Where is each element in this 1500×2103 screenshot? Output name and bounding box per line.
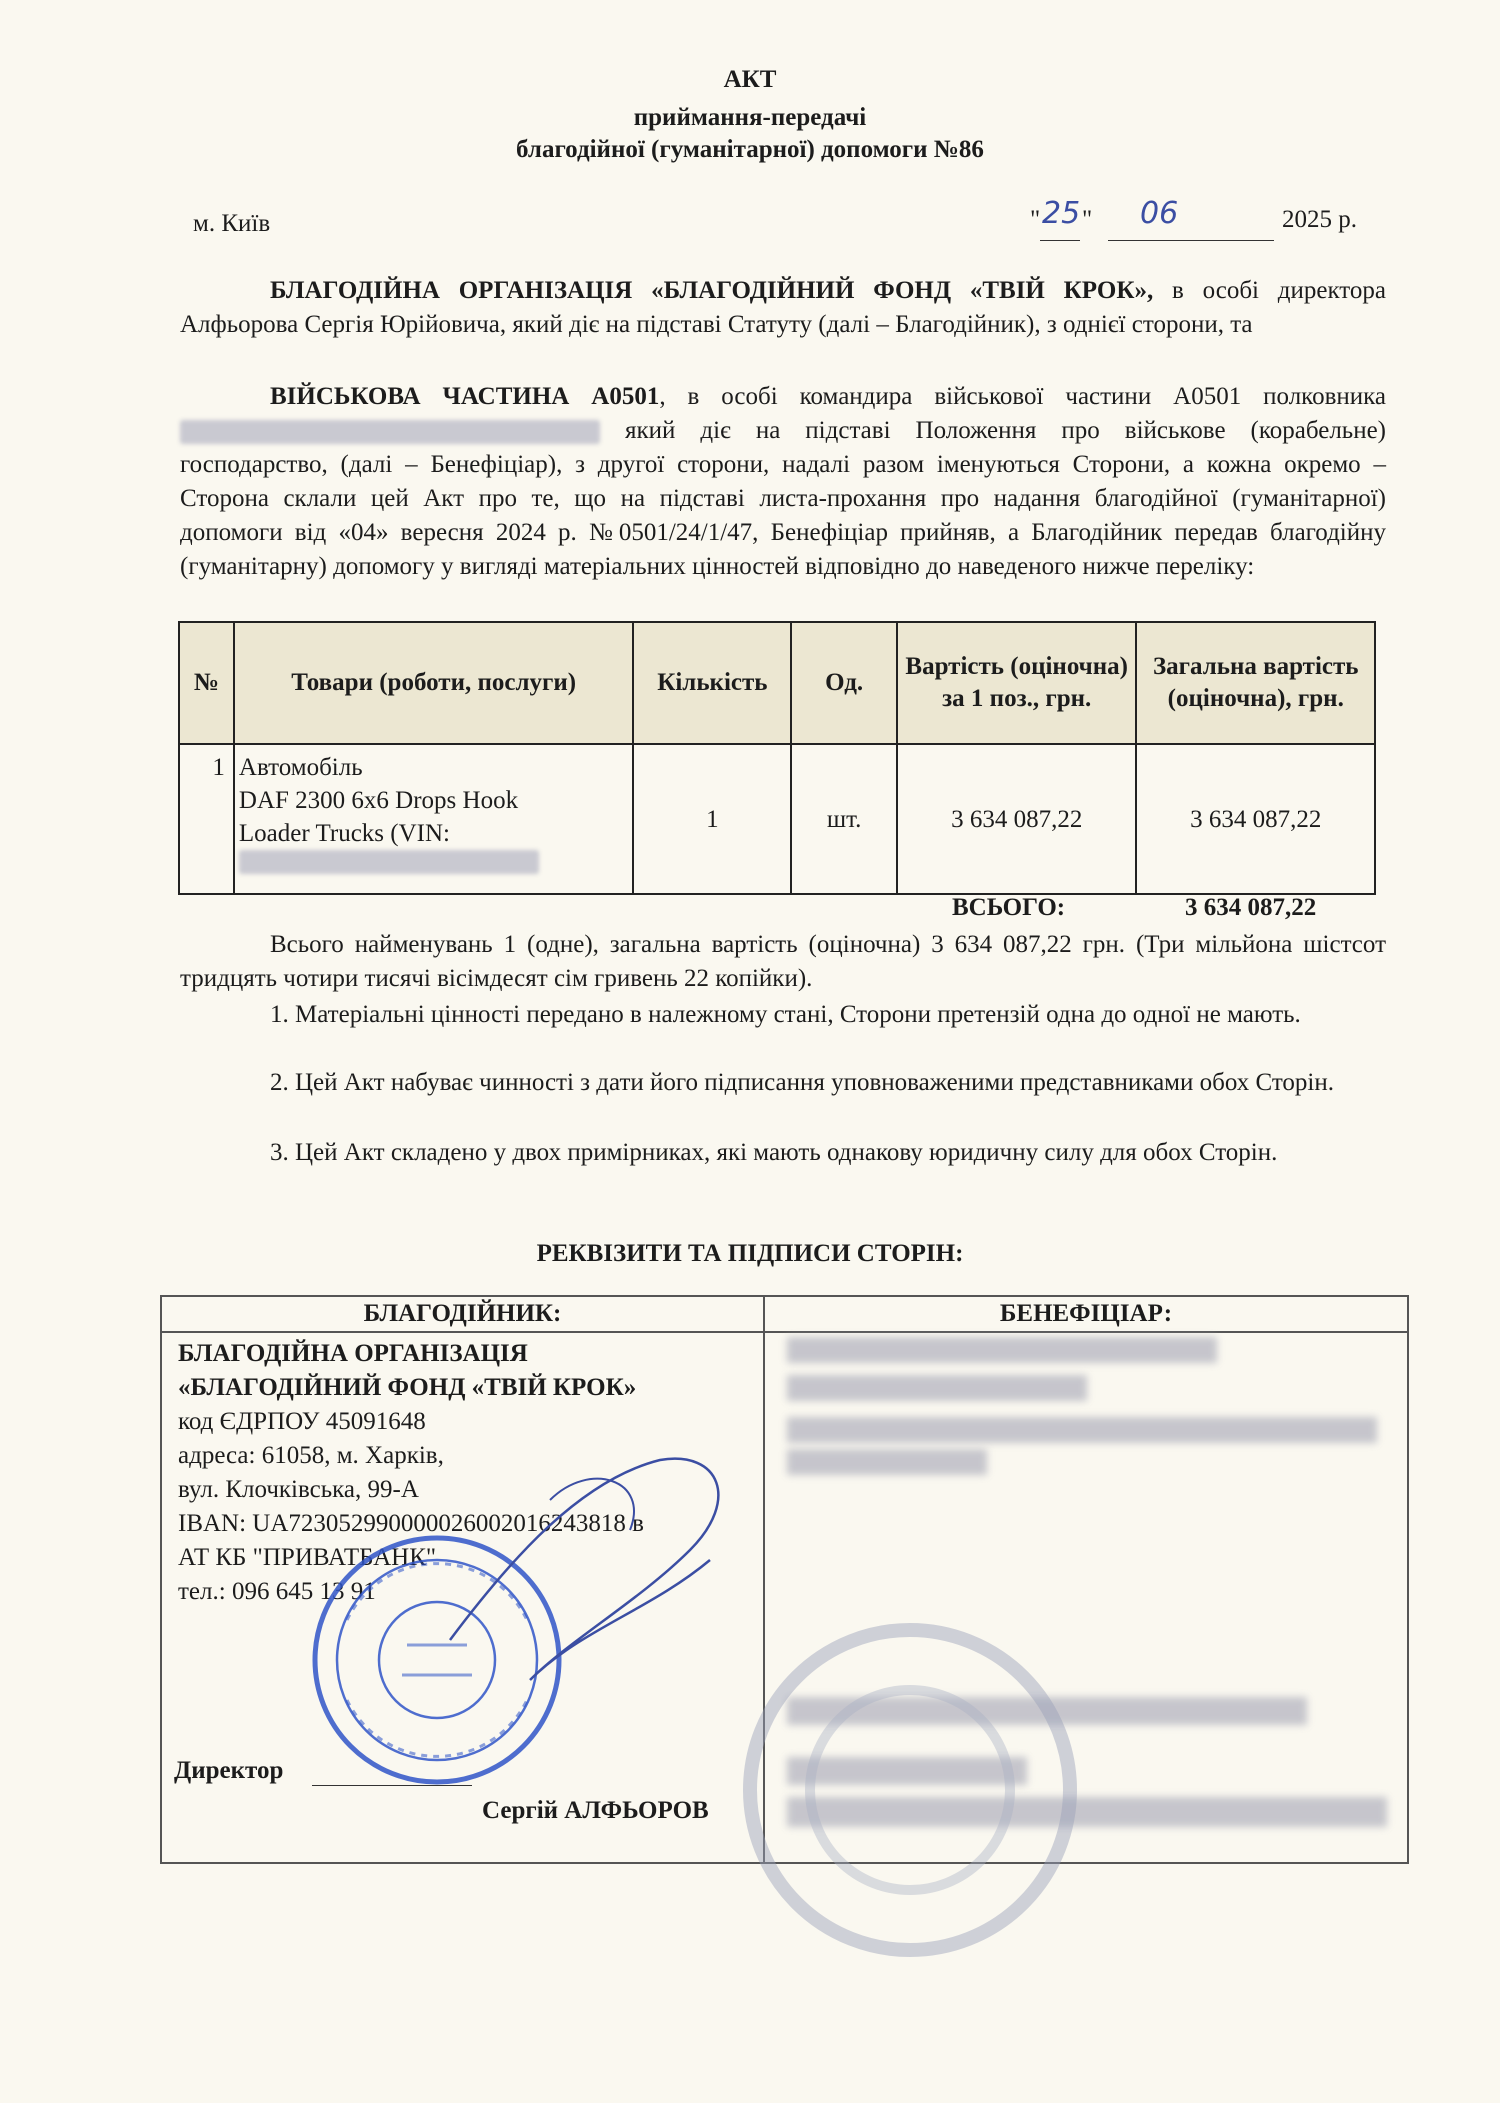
redacted-beneficiary-line — [787, 1449, 987, 1475]
col-header: № — [179, 622, 234, 744]
city: м. Київ — [193, 210, 271, 237]
signer-name: Сергій АЛФЬОРОВ — [482, 1797, 709, 1824]
clause-2: 2. Цей Акт набуває чинності з дати його підписання уповноваженими представниками обох Сторін. — [270, 1069, 1334, 1096]
row-total: 3 634 087,22 — [1136, 744, 1375, 894]
date-day: 25 — [1042, 196, 1081, 231]
preamble-donor — [180, 274, 1386, 342]
donor-phone: тел.: 096 645 13 91 — [178, 1578, 376, 1605]
donor-name: БЛАГОДІЙНА ОРГАНІЗАЦІЯ «БЛАГОДІЙНИЙ ФОНД «ТВІЙ КРОК», — [270, 277, 1154, 304]
desc-line: Автомобіль — [238, 754, 363, 781]
beneficiary-stamp-icon — [720, 1610, 1100, 1970]
redacted-beneficiary-line — [787, 1337, 1217, 1363]
goods-table — [178, 621, 1376, 895]
donor-address-1: адреса: 61058, м. Харків, — [178, 1442, 444, 1469]
date-year: 2025 р. — [1282, 206, 1357, 233]
doc-subtitle: приймання-передачі — [633, 104, 867, 131]
beneficiary-name: ВІЙСЬКОВА ЧАСТИНА А0501 — [270, 383, 660, 410]
donor-code: код ЄДРПОУ 45091648 — [178, 1408, 426, 1435]
signature-icon — [430, 1440, 760, 1700]
clause-1: 1. Матеріальні цінності передано в належному стані, Сторони претензій одна до одної не мають. — [270, 1001, 1301, 1028]
quote-close: " — [1082, 206, 1093, 233]
preamble-beneficiary — [180, 380, 1386, 584]
doc-title: АКТ — [723, 66, 777, 93]
doc-subtitle-2: благодійної (гуманітарної) допомоги №86 — [516, 136, 984, 163]
day-line — [1040, 240, 1080, 241]
donor-text: в особі директора Алфьорова Сергія Юрійовича, який діє на підставі Статуту (далі – Благодійник), з однієї сторони, та — [180, 277, 1386, 338]
donor-address-2: вул. Клочківська, 99-А — [178, 1476, 419, 1503]
summary-text: Всього найменувань 1 (одне), загальна вартість (оціночна) 3 634 087,22 грн. (Три мільйона шістсот тридцять чотири тисячі вісімдесят сім гривень 22 копійки). — [180, 931, 1386, 992]
table-header-row — [179, 622, 1375, 744]
donor-org-1: БЛАГОДІЙНА ОРГАНІЗАЦІЯ — [178, 1340, 528, 1367]
redacted-name — [180, 420, 600, 444]
total-label: ВСЬОГО: — [952, 894, 1066, 921]
donor-iban: IBAN: UA723052990000026002016243818 в — [178, 1510, 644, 1537]
desc-line: DAF 2300 6x6 Drops Hook — [238, 787, 519, 814]
beneficiary-text-1: , в особі командира військової частини А0501 полковника — [659, 383, 1386, 410]
clause-3: 3. Цей Акт складено у двох примірниках, які мають однакову юридичну силу для обох Сторін. — [270, 1139, 1278, 1166]
date-field — [1030, 196, 1370, 236]
donor-bank: АТ КБ "ПРИВАТБАНК" — [178, 1544, 437, 1571]
col-header: Од. — [791, 622, 897, 744]
beneficiary-header: БЕНЕФІЦІАР: — [765, 1297, 1407, 1333]
donor-header: БЛАГОДІЙНИК: — [162, 1297, 763, 1333]
row-description — [234, 744, 634, 894]
col-header: Вартість (оціночна) за 1 поз., грн. — [897, 622, 1136, 744]
date-month: 06 — [1140, 196, 1179, 231]
total-value: 3 634 087,22 — [1185, 894, 1317, 921]
row-price: 3 634 087,22 — [897, 744, 1136, 894]
quote-open: " — [1030, 206, 1041, 233]
redacted-beneficiary-line — [787, 1417, 1377, 1443]
col-header: Товари (роботи, послуги) — [234, 622, 634, 744]
table-row — [179, 744, 1375, 894]
redacted-beneficiary-line — [787, 1375, 1087, 1401]
beneficiary-text-2: який діє на підставі Положення про військове (корабельне) господарство, (далі – Бенефіціар), з другої сторони, надалі разом іменуються Сторони, а кожна окремо – Сторона склали цей Акт про те, що на підставі листа-прохання про надання благодійної (гуманітарної) допомоги від «04» вересня 2024 р. №0501/24/1/47, Бенефіціар прийняв, а Благодійник передав благодійну (гуманітарну) допомогу у вигляді матеріальних цінностей відповідно до наведеного нижче переліку: — [180, 417, 1387, 580]
col-header: Загальна вартість (оціночна), грн. — [1136, 622, 1375, 744]
director-label: Директор — [174, 1757, 284, 1784]
requisites-title: РЕКВІЗИТИ ТА ПІДПИСИ СТОРІН: — [536, 1240, 964, 1267]
row-quantity: 1 — [633, 744, 791, 894]
row-number: 1 — [179, 744, 234, 894]
donor-org-2: «БЛАГОДІЙНИЙ ФОНД «ТВІЙ КРОК» — [178, 1374, 637, 1401]
col-header: Кількість — [633, 622, 791, 744]
month-line — [1108, 240, 1274, 241]
row-unit: шт. — [791, 744, 897, 894]
desc-line: Loader Trucks (VIN: — [238, 820, 450, 847]
redacted-vin — [239, 850, 539, 874]
